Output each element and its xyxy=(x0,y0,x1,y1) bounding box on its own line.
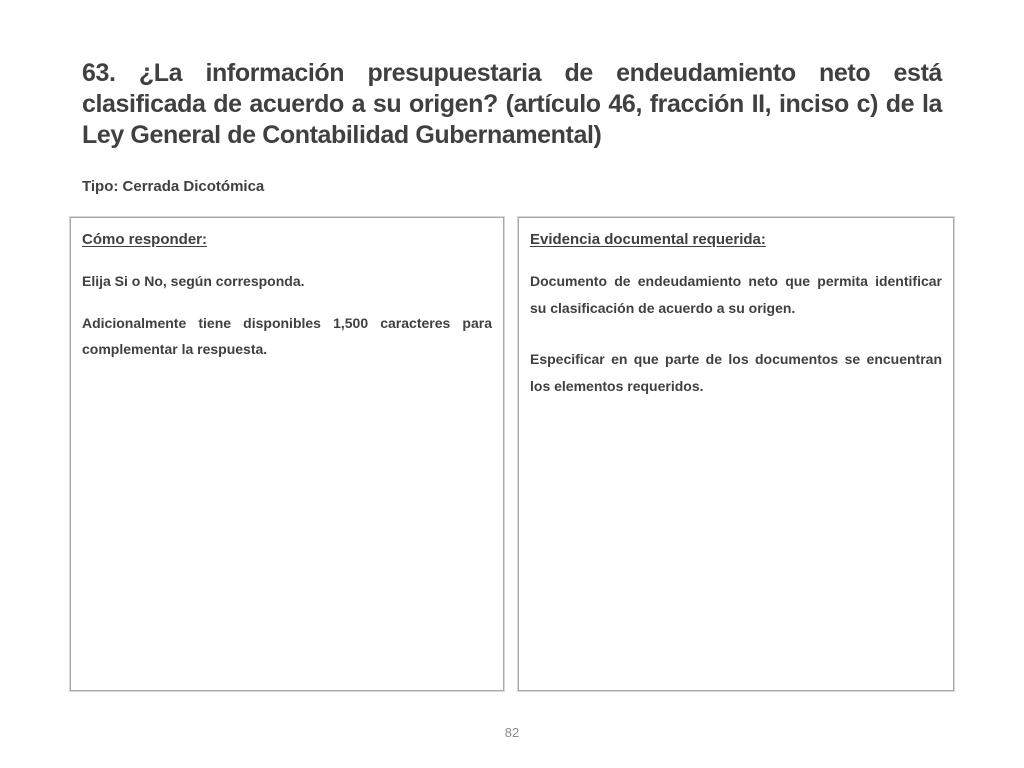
question-type: Tipo: Cerrada Dicotómica xyxy=(82,178,265,195)
how-to-answer-paragraph: Elija Si o No, según corresponda. xyxy=(82,273,305,289)
how-to-answer-heading: Cómo responder: xyxy=(82,231,208,248)
evidence-heading: Evidencia documental requerida: xyxy=(530,231,766,248)
how-to-answer-box xyxy=(70,217,504,691)
page-number: 82 xyxy=(504,725,520,740)
how-to-answer-paragraph: Adicionalmente tiene disponibles 1,500 caracteres para complementar la respuesta. xyxy=(82,315,492,357)
evidence-paragraph: Documento de endeudamiento neto que permita identificar su clasificación de acuerdo a su origen. xyxy=(530,273,942,316)
question-title: 63. ¿La información presupuestaria de endeudamiento neto está clasificada de acuerdo a su origen? (artículo 46, fracción II, inciso c) de la Ley General de Contabilidad Gubernamental) xyxy=(82,59,942,149)
evidence-paragraph: Especificar en que parte de los documentos se encuentran los elementos requeridos. xyxy=(530,351,942,394)
evidence-box xyxy=(518,217,954,691)
